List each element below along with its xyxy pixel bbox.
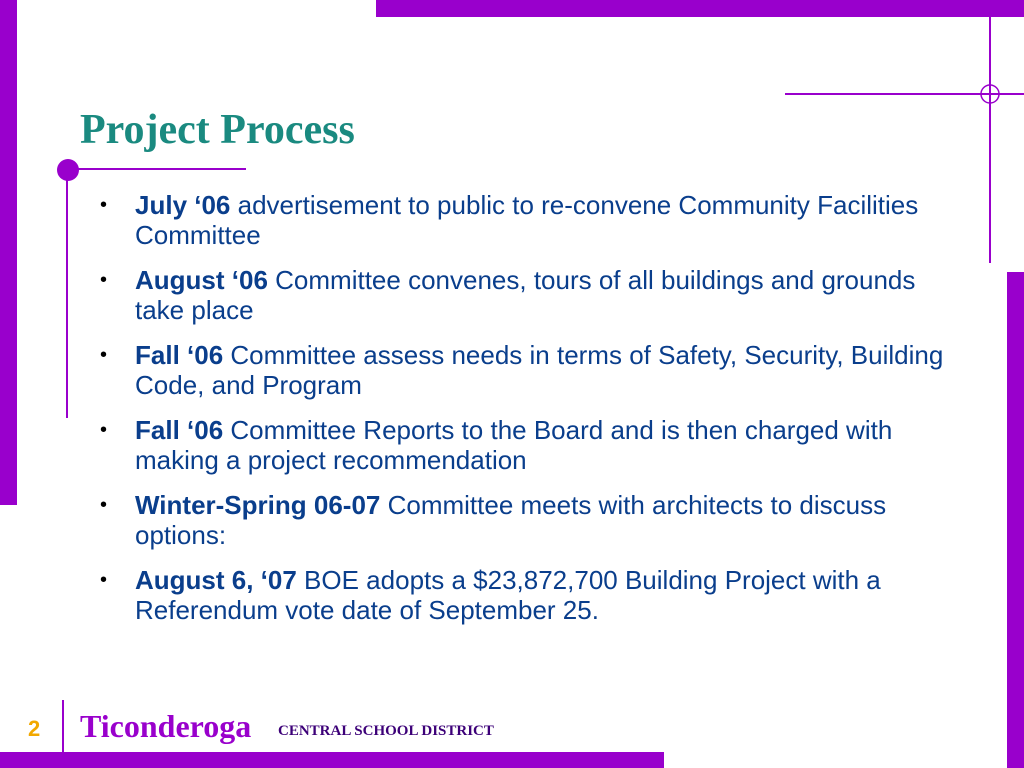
bullet-lead: August 6, ‘07 [135, 565, 297, 595]
bullet-lead: July ‘06 [135, 190, 231, 220]
left-purple-bar [0, 0, 17, 505]
top-vertical-line [989, 17, 991, 263]
bullet-lead: Fall ‘06 [135, 415, 224, 445]
bullet-lead: Fall ‘06 [135, 340, 224, 370]
list-item [100, 265, 960, 325]
footer-vertical-line [62, 700, 64, 752]
crosshair-circle-icon [978, 82, 1002, 106]
slide-number: 2 [28, 716, 41, 741]
bullet-icon: • [100, 269, 108, 291]
bullet-icon: • [100, 419, 108, 441]
bullet-text: Committee assess needs in terms of Safety, Security, Building Code, and Program [135, 340, 944, 400]
top-purple-bar [376, 0, 1024, 17]
bullet-icon: • [100, 344, 108, 366]
list-item [100, 490, 960, 550]
bottom-purple-bar [0, 752, 664, 768]
list-item [100, 565, 960, 625]
bullet-text: Committee convenes, tours of all buildings and grounds take place [135, 265, 916, 325]
list-item [100, 415, 960, 475]
bullet-text: BOE adopts a $23,872,700 Building Project with a Referendum vote date of September 25. [135, 565, 881, 625]
bullet-lead: Winter-Spring 06-07 [135, 490, 381, 520]
left-vertical-line [66, 170, 68, 418]
bullet-icon: • [100, 194, 108, 216]
slide-title: Project Process [80, 107, 355, 153]
district-label: CENTRAL SCHOOL DISTRICT [278, 723, 494, 739]
bullet-icon: • [100, 494, 108, 516]
title-dot-icon [56, 158, 80, 182]
list-item [100, 190, 960, 250]
school-name: Ticonderoga [80, 708, 252, 744]
list-item [100, 340, 960, 400]
right-purple-bar [1007, 272, 1024, 768]
bullet-text: advertisement to public to re-convene Community Facilities Committee [135, 190, 919, 250]
bullet-icon: • [100, 569, 108, 591]
bullet-list [100, 190, 960, 640]
bullet-text: Committee Reports to the Board and is then charged with making a project recommendation [135, 415, 893, 475]
title-underline [68, 168, 246, 170]
bullet-text: Committee meets with architects to discuss options: [135, 490, 887, 550]
bullet-lead: August ‘06 [135, 265, 268, 295]
